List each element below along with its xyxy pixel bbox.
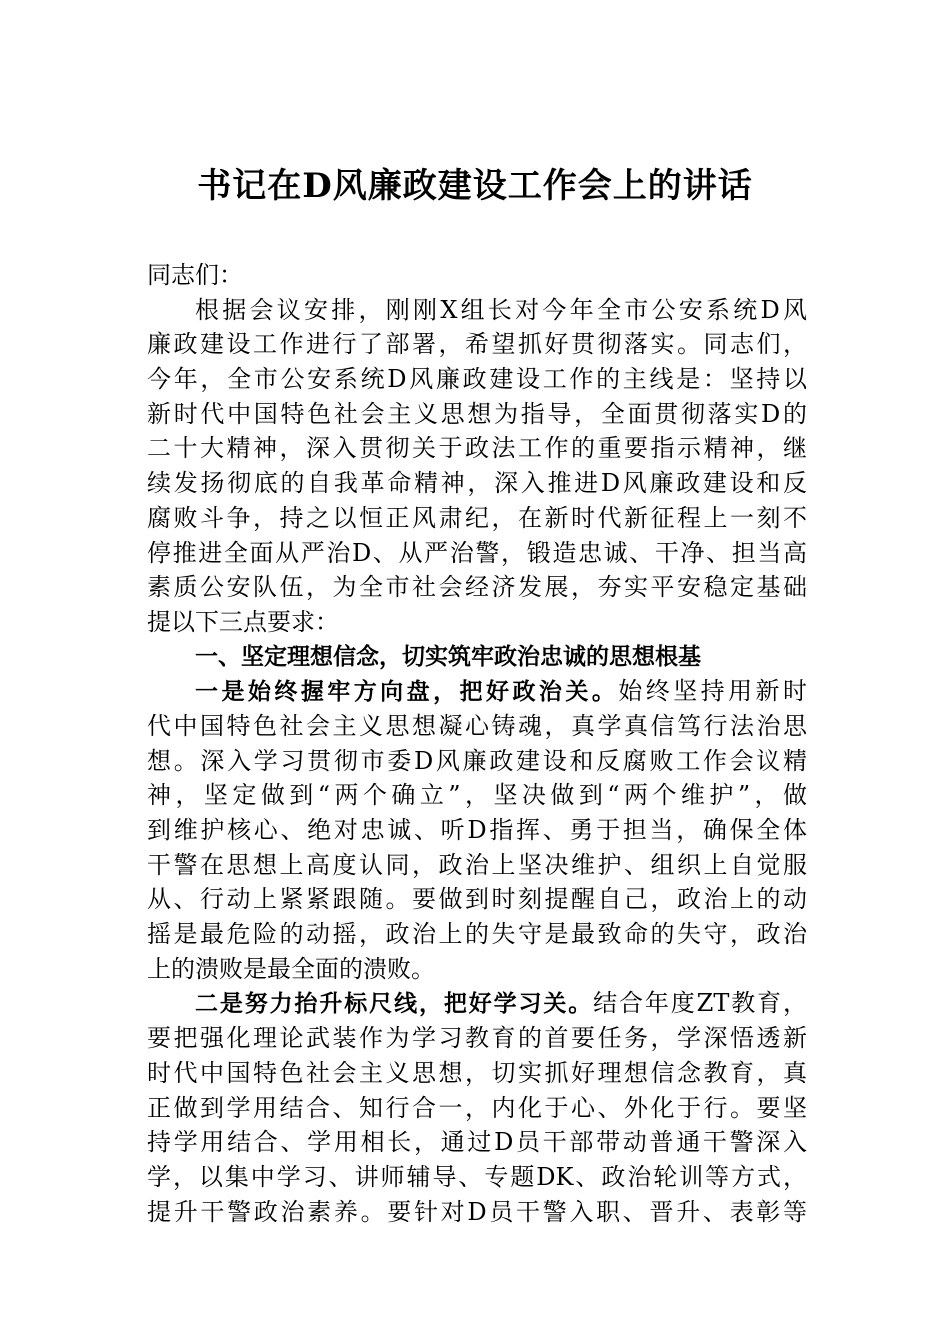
- text-line: 要把强化理论武装作为学习教育的首要任务，学深悟透新: [147, 1024, 807, 1053]
- text-line: 上的溃败是最全面的溃败。: [147, 954, 435, 983]
- text-line: 想。深入学习贯彻市委D风廉政建设和反腐败工作会议精: [147, 746, 807, 775]
- point-two-paragraph: [147, 986, 807, 1229]
- text-line: 从、行动上紧紧跟随。要做到时刻提醒自己，政治上的动: [147, 885, 807, 914]
- text-line: 今年，全市公安系统D风廉政建设工作的主线是：坚持以: [147, 365, 807, 394]
- text-line: 续发扬彻底的自我革命精神，深入推进D风廉政建设和反: [147, 469, 807, 498]
- text-line: 素质公安队伍，为全市社会经济发展，夯实平安稳定基础: [147, 573, 807, 602]
- text-line: 代中国特色社会主义思想凝心铸魂，真学真信笃行法治思: [147, 711, 807, 740]
- section-heading: 一、坚定理想信念，切实筑牢政治忠诚的思想根基: [195, 643, 701, 670]
- text-line: 新时代中国特色社会主义思想为指导，全面贯彻落实D的: [147, 399, 807, 428]
- salutation: 同志们：: [147, 261, 243, 289]
- point-text: 始终坚持用新时: [618, 677, 808, 706]
- text-line: 腐败斗争，持之以恒正风肃纪，在新时代新征程上一刻不: [147, 503, 807, 532]
- text-line: 二十大精神，深入贯彻关于政法工作的重要指示精神，继: [147, 434, 807, 463]
- text-line: 停推进全面从严治D、从严治警，锻造忠诚、干净、担当高: [147, 538, 807, 567]
- text-line: 提升干警政治素养。要针对D员干警入职、晋升、表彰等: [147, 1197, 807, 1226]
- text-line: 正做到学用结合、知行合一，内化于心、外化于行。要坚: [147, 1093, 807, 1122]
- intro-paragraph: [147, 293, 807, 640]
- point-lead: 二是努力抬升标尺线，把好学习关。: [195, 991, 594, 1018]
- text-line: 学，以集中学习、讲师辅导、专题DK、政治轮训等方式，: [147, 1162, 807, 1191]
- document-body: [147, 258, 807, 1229]
- text-line: 廉政建设工作进行了部署，希望抓好贯彻落实。同志们，: [147, 330, 807, 359]
- point-lead: 一是始终握牢方向盘，把好政治关。: [195, 679, 619, 706]
- text-line: 摇是最危险的动摇，政治上的失守是最致命的失守，政治: [147, 920, 807, 949]
- text-line: 提以下三点要求：: [147, 607, 339, 636]
- text-line: 持学用结合、学用相长，通过D员干部带动普通干警深入: [147, 1128, 807, 1157]
- text-line: 神，坚定做到“两个确立”，坚决做到“两个维护”，做: [147, 781, 807, 810]
- text-line: 根据会议安排，刚刚X组长对今年全市公安系统D风: [195, 295, 807, 324]
- text-line: [147, 986, 807, 1021]
- document-title: 书记在D风廉政建设工作会上的讲话: [197, 166, 753, 206]
- text-line: 干警在思想上高度认同，政治上坚决维护、组织上自觉服: [147, 850, 807, 879]
- text-line: 时代中国特色社会主义思想，切实抓好理想信念教育，真: [147, 1058, 807, 1087]
- point-text: 结合年度ZT教育，: [593, 989, 808, 1018]
- text-line: [147, 674, 807, 709]
- text-line: 到维护核心、绝对忠诚、听D指挥、勇于担当，确保全体: [147, 816, 807, 844]
- point-one-paragraph: [147, 674, 807, 986]
